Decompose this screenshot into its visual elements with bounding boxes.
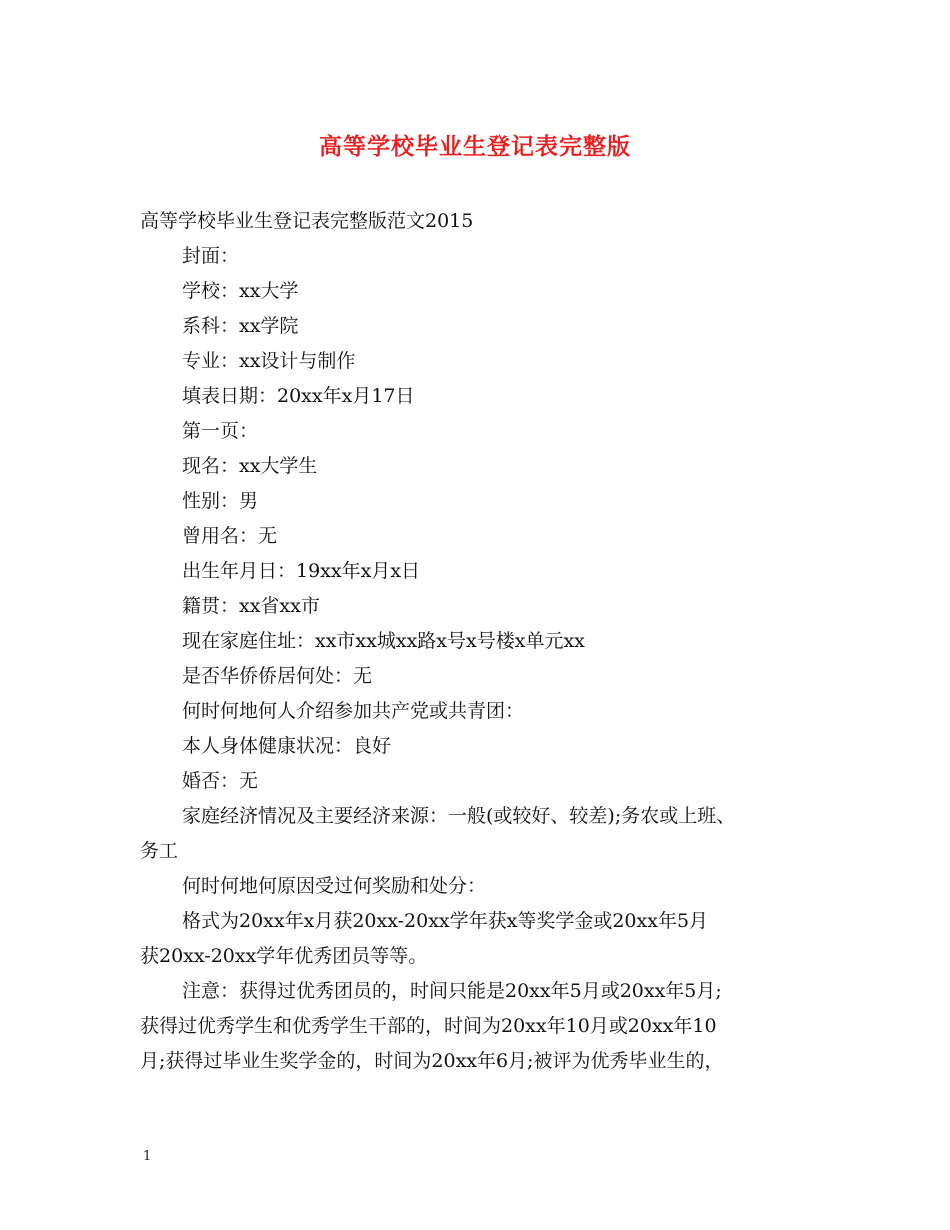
- paragraph-line: 本人身体健康状况：良好: [182, 735, 392, 757]
- paragraph-line: 现在家庭住址：xx市xx城xx路x号x号楼x单元xx: [182, 630, 585, 652]
- document-title: 高等学校毕业生登记表完整版: [319, 134, 631, 160]
- paragraph-line: 何时何地何原因受过何奖励和处分：: [182, 875, 487, 897]
- document-body: [140, 204, 820, 1079]
- paragraph-line: 曾用名：无: [182, 525, 278, 547]
- page-number: 1: [143, 1149, 152, 1164]
- paragraph-line: 何时何地何人介绍参加共产党或共青团：: [182, 700, 525, 722]
- paragraph-line: 系科：xx学院: [182, 315, 299, 337]
- paragraph-line: 第一页：: [182, 420, 259, 442]
- paragraph-line: 获20xx-20xx学年优秀团员等等。: [140, 945, 428, 967]
- paragraph-line: 现名：xx大学生: [182, 455, 318, 477]
- paragraph-line: 籍贯：xx省xx市: [182, 595, 320, 617]
- paragraph-line: 月;获得过毕业生奖学金的，时间为20xx年6月;被评为优秀毕业生的，: [140, 1050, 724, 1072]
- paragraph-line: 出生年月日：19xx年x月x日: [182, 560, 421, 582]
- paragraph-line: 家庭经济情况及主要经济来源：一般(或较好、较差);务农或上班、: [182, 805, 736, 827]
- paragraph-line: 专业：xx设计与制作: [182, 350, 356, 372]
- paragraph-line: 学校：xx大学: [182, 280, 299, 302]
- paragraph-line: 高等学校毕业生登记表完整版范文2015: [140, 210, 474, 232]
- paragraph-line: 婚否：无: [182, 770, 259, 792]
- paragraph-line: 格式为20xx年x月获20xx-20xx学年获x等奖学金或20xx年5月: [182, 910, 709, 932]
- paragraph-line: 是否华侨侨居何处：无: [182, 665, 373, 687]
- paragraph-line: 注意：获得过优秀团员的，时间只能是20xx年5月或20xx年5月;: [182, 980, 722, 1002]
- paragraph-line: 务工: [140, 840, 179, 862]
- paragraph-line: 性别：男: [182, 490, 259, 512]
- paragraph-line: 获得过优秀学生和优秀学生干部的，时间为20xx年10月或20xx年10: [140, 1015, 717, 1037]
- paragraph-line: 封面：: [182, 245, 240, 267]
- paragraph-line: 填表日期：20xx年x月17日: [182, 385, 415, 407]
